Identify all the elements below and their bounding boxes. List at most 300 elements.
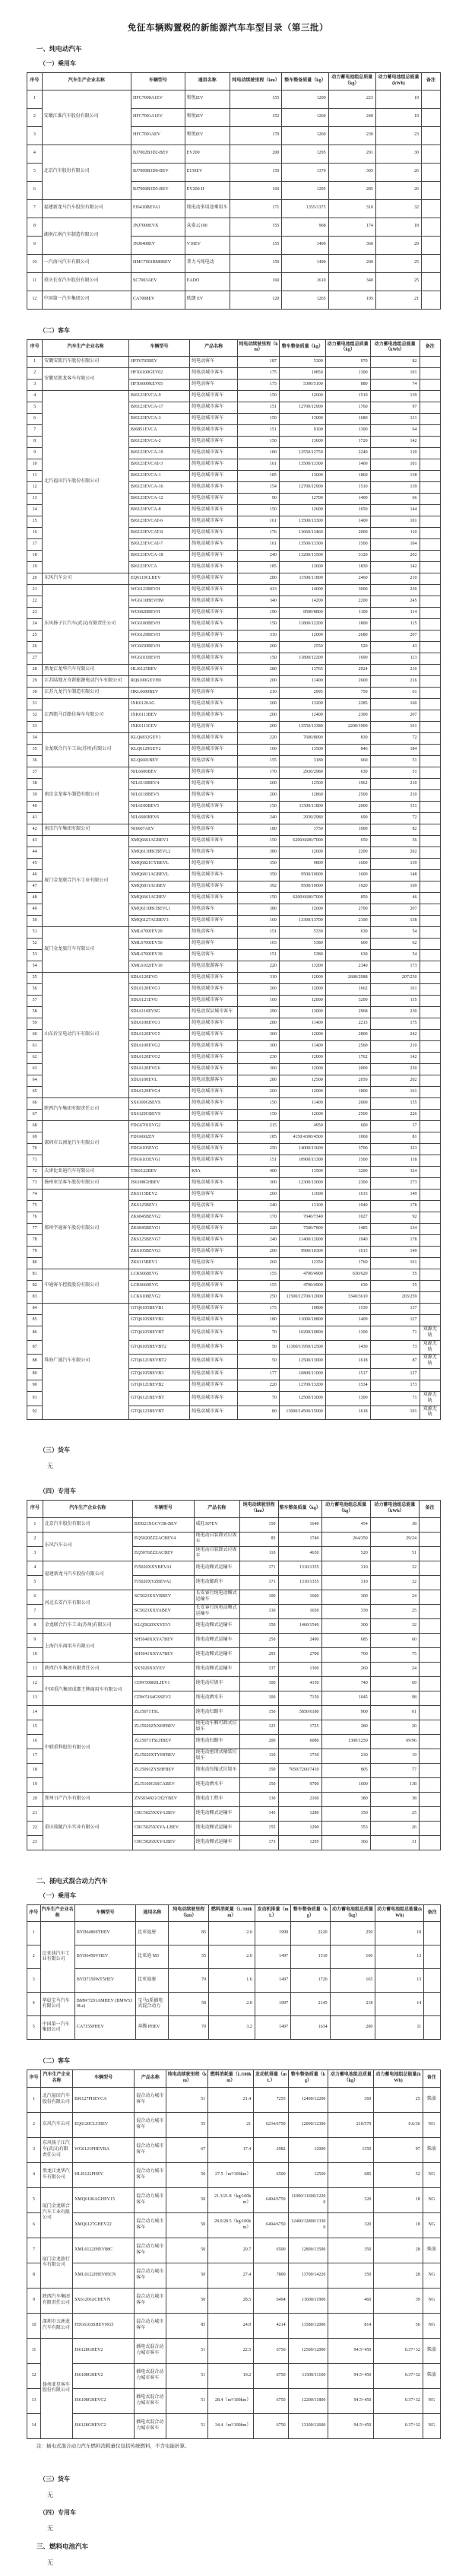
table-cell: 7050/7260/7410 <box>278 1763 321 1777</box>
table-cell: 21.4 <box>208 2087 254 2112</box>
table-cell: 6494/6750 <box>254 2212 288 2238</box>
table-cell <box>420 380 440 391</box>
table-cell: 12000 <box>279 996 325 1007</box>
table-cell: 630 <box>325 1281 370 1292</box>
table-cell: 60 <box>370 1633 419 1647</box>
table-cell: ZLJ5071TSL <box>132 1705 194 1720</box>
column-header: 汽车生产企业名称 <box>40 1904 74 1922</box>
table-row <box>27 1178 441 1190</box>
table-cell: 纯电动厢式运输车 <box>194 1806 239 1821</box>
table-cell: 195 <box>328 291 375 309</box>
subsection-phev-special-heading: （四）专用车 <box>40 2508 76 2516</box>
table-cell: 21.3/21.8（kg/100km） <box>208 2187 254 2212</box>
table-cell: XML6700JEV50 <box>128 939 189 950</box>
table-cell: 137 <box>370 1304 420 1315</box>
table-cell: 240 <box>238 551 280 562</box>
table-cell: SDL6120EVG <box>128 973 189 984</box>
table-cell: 520 <box>321 1546 370 1561</box>
table-cell: 130 <box>239 1604 278 1618</box>
table-cell <box>420 996 440 1007</box>
table-cell: 50 <box>166 2187 208 2212</box>
table-cell: 144 <box>370 505 420 516</box>
table-cell: 150 <box>230 163 282 181</box>
table-cell: 1290 <box>278 1821 321 1835</box>
table-cell <box>420 699 440 710</box>
table-cell: 2220 <box>291 1922 331 1945</box>
table-cell: 134 <box>370 1224 420 1235</box>
table-cell: 86 <box>27 1326 43 1341</box>
table-cell: 纯电动厢式运输车 <box>194 1618 239 1633</box>
table-cell: XMQ6661AGBEV <box>128 893 189 904</box>
table-cell: 67 <box>166 2137 208 2162</box>
column-header: 燃料消耗量（L/100km） <box>208 1904 255 1922</box>
table-cell: 340 <box>238 596 280 608</box>
column-header: 纯电动续驶里程（km） <box>166 2070 208 2088</box>
subsection-ev-bus-heading: （二）客车 <box>40 326 70 334</box>
table-cell: 2600 <box>325 676 370 688</box>
table-cell: 20.7 <box>208 2238 254 2263</box>
table-cell: 110 <box>239 1546 278 1561</box>
table-cell <box>420 904 440 916</box>
table-cell: 13000 <box>279 414 325 425</box>
table-cell: 85 <box>169 1922 209 1945</box>
manufacturer-cell: 安徽江淮汽车股份有限公司 <box>42 90 131 145</box>
table-cell: KLQ5020XXYEV1 <box>132 1618 194 1633</box>
table-cell: 3180 <box>279 756 325 767</box>
table-cell: 纯电动旅游客车 <box>190 1075 238 1087</box>
table-cell: K9A <box>190 1167 238 1178</box>
table-cell: FDG6103SHEVNG5 <box>73 2313 135 2338</box>
table-cell: 2100 <box>325 916 370 927</box>
table-cell: 5330 <box>279 927 325 939</box>
table-cell <box>420 1269 440 1281</box>
manufacturer-cell: 中国重汽集团成都王牌商用车有限公司 <box>43 1676 132 1705</box>
table-cell <box>420 870 440 881</box>
table-cell: 968 <box>282 218 328 236</box>
table-row <box>27 1705 441 1720</box>
table-cell: 13550/13380 <box>279 722 325 733</box>
table-cell: 320 <box>328 2212 374 2238</box>
table-cell: WG6650BEVH <box>128 642 189 653</box>
table-cell: 1634 <box>291 2016 331 2040</box>
table-cell: 纯电动厢式运输车 <box>194 1821 239 1835</box>
manufacturer-cell: 北汽福田汽车股份有限公司 <box>40 2087 72 2112</box>
manufacturer-cell: 湖南江南汽车制造有限公司 <box>42 218 131 254</box>
table-cell: 14000/13600 <box>279 1144 325 1155</box>
table-cell: 12000 <box>279 1064 325 1075</box>
table-cell: 220 <box>238 1224 280 1235</box>
table-cell: HLJ6125BEV <box>128 665 189 676</box>
table-cell: 210 <box>370 790 420 802</box>
table-cell: 285 <box>328 181 375 199</box>
table-cell: 161 <box>238 539 280 551</box>
table-cell <box>420 1201 440 1212</box>
table-cell: 36 <box>27 756 43 767</box>
manufacturer-cell: 南京汽车集团有限公司 <box>43 824 129 836</box>
table-cell: 62 <box>27 1053 43 1064</box>
table-cell: 1485 <box>325 1224 370 1235</box>
table-cell <box>420 1018 440 1030</box>
manufacturer-cell: 扬州亚星客车股份有限公司 <box>43 1178 129 1190</box>
table-cell: 28.4（m³/100km） <box>208 2388 254 2413</box>
table-cell: 202 <box>370 551 420 562</box>
table-cell: 94.5+450 <box>328 2363 374 2388</box>
table-cell: 210 <box>370 665 420 676</box>
table-cell: 310 <box>328 199 375 218</box>
table-cell: CA7008EV <box>131 291 185 309</box>
table-cell: 纯电动城市客车 <box>190 984 238 996</box>
table-cell: CRC5026XXY-LBEV <box>132 1835 194 1850</box>
manufacturer-cell: 安徽安凯汽车股份有限公司 <box>43 357 129 368</box>
data-table <box>27 1904 441 2041</box>
column-header: 备注 <box>423 2070 440 2088</box>
table-cell: 12700/12900 <box>279 482 325 494</box>
table-cell <box>420 471 440 482</box>
table-cell: 850 <box>325 893 370 904</box>
table-cell: 5 <box>27 402 43 414</box>
table-cell: 1940 <box>325 1235 370 1247</box>
table-cell: SH5040XXYA7BEV <box>132 1633 194 1647</box>
phev-truck-empty: 无 <box>47 2491 53 2498</box>
table-cell <box>420 893 440 904</box>
table-cell: 150 <box>239 1618 278 1633</box>
table-cell: 纯电动自装卸式垃圾车 <box>194 1532 239 1546</box>
table-cell <box>420 1224 440 1235</box>
table-cell: 纯电动客车 <box>190 950 238 961</box>
table-cell: 0.37+32 <box>374 2363 423 2388</box>
table-cell: 12 <box>27 291 43 309</box>
table-cell <box>420 368 440 380</box>
table-cell: SC5023XXYABEV <box>132 1604 194 1618</box>
table-cell <box>422 236 441 254</box>
table-cell: 6750 <box>254 2338 288 2363</box>
table-cell <box>420 1190 440 1201</box>
table-cell: 12600 <box>279 505 325 516</box>
table-cell: 178 <box>370 1235 420 1247</box>
table-cell: 8 <box>27 218 43 236</box>
table-cell <box>420 425 440 437</box>
table-cell: 5850/6180 <box>278 1705 321 1720</box>
manufacturer-cell: 东风扬子江汽车(武汉)有限责任公司 <box>40 2137 72 2162</box>
table-cell: 纯电动城市客车 <box>190 482 238 494</box>
table-cell: 纯电动城市客车 <box>190 996 238 1007</box>
table-cell: BJ6123EVCA-8 <box>128 505 189 516</box>
table-cell: XML6102JEV10 <box>128 961 189 973</box>
table-cell: 454 <box>321 1517 370 1532</box>
table-cell: 众泰云100 <box>185 218 230 236</box>
table-cell: 400 <box>238 1167 280 1178</box>
table-cell <box>420 745 440 756</box>
column-header: 动力蓄电池组总质量（kg） <box>330 1904 375 1922</box>
table-cell: 6080 <box>278 1734 321 1749</box>
table-cell: 3700 <box>325 1144 370 1155</box>
table-cell: 50 <box>166 2162 208 2187</box>
table-cell: 5380 <box>279 950 325 961</box>
table-cell: 纯电动城市客车 <box>190 539 238 551</box>
table-cell: 2 <box>27 368 43 380</box>
table-cell: 11600/11900 <box>288 2288 328 2313</box>
table-row <box>27 699 441 710</box>
table-cell: 纯电动城市客车 <box>190 1406 238 1420</box>
table-cell: JXK6113CEV <box>128 722 189 733</box>
table-cell: 纯电动城市客车 <box>190 1212 238 1224</box>
table-cell <box>420 756 440 767</box>
table-cell: 4 <box>27 145 43 163</box>
table-cell: 10900/11300 <box>279 1155 325 1167</box>
table-cell: 双源无轨 <box>420 1391 440 1406</box>
table-cell: 2000 <box>325 802 370 813</box>
table-cell: 98 <box>370 1691 419 1705</box>
table-cell: 8 <box>27 437 43 448</box>
table-cell: 240 <box>238 1235 280 1247</box>
table-cell: 178 <box>370 1201 420 1212</box>
table-cell: WG6110BEVHM <box>128 596 189 608</box>
table-cell: 165 <box>238 939 280 950</box>
table-cell: 1510 <box>291 1945 331 1969</box>
table-cell: 175 <box>238 368 280 380</box>
table-cell: 92 <box>370 1212 420 1224</box>
table-cell: 94.5+450 <box>328 2413 374 2438</box>
table-cell: 4630 <box>278 1546 321 1561</box>
column-header: 发动机排量（mL） <box>254 2070 288 2088</box>
table-cell: 240 <box>238 1201 280 1212</box>
table-cell: 柴油 <box>423 2087 440 2112</box>
table-cell: 75 <box>370 1647 419 1662</box>
table-cell: 11500/12700/12000 <box>279 1292 325 1304</box>
table-cell: BJ6123EVCA-3 <box>128 414 189 425</box>
table-cell: 600 <box>325 939 370 950</box>
table-cell: 310 <box>321 1561 370 1575</box>
table-cell: 12569 <box>288 2162 328 2187</box>
table-cell <box>422 181 441 199</box>
table-cell: 纯电动城市客车 <box>190 1326 238 1341</box>
table-cell: ZLJ5091ZYSHFBEV <box>132 1763 194 1777</box>
table-cell: 纯电动城市客车 <box>190 1281 238 1292</box>
table-row <box>27 2187 441 2212</box>
table-cell: 131 <box>370 414 420 425</box>
manufacturer-cell: 中国第一汽车集团公司 <box>42 291 131 309</box>
table-cell: 51 <box>370 756 420 767</box>
table-cell: 插电式混合动力城市客车 <box>135 2413 166 2438</box>
table-cell: 260 <box>238 1190 280 1201</box>
table-cell: 6750 <box>254 2363 288 2388</box>
table-row <box>27 767 441 779</box>
table-cell <box>424 1969 441 1993</box>
table-cell: 79 <box>27 1247 43 1258</box>
table-cell: 柴油 <box>423 2238 440 2263</box>
table-cell: 1060 <box>325 1132 370 1144</box>
table-cell: 71 <box>370 1391 420 1406</box>
table-cell: 纯电动客车 <box>190 790 238 802</box>
manufacturer-cell: 东风汽车公司 <box>43 1532 132 1561</box>
table-cell: SDL6120EVG1 <box>128 984 189 996</box>
manufacturer-cell: 东风汽车公司 <box>40 2112 72 2137</box>
page-title: 免征车辆购置税的新能源汽车车型目录（第三批） <box>128 24 328 33</box>
table-cell: 25 <box>370 1806 419 1821</box>
table-cell: 64 <box>27 1075 43 1087</box>
table-cell: 26 <box>27 642 43 653</box>
table-cell: 1 <box>27 2087 41 2112</box>
table-cell: ZK6845BEVG2 <box>128 1212 189 1224</box>
manufacturer-cell: 重庆瑞驰汽车实业有限公司 <box>43 1806 132 1850</box>
table-cell <box>420 1380 440 1391</box>
table-cell: 28 <box>27 665 43 676</box>
table-cell: 18 <box>374 2212 423 2238</box>
phev-bus-table <box>27 2069 441 2439</box>
table-cell: 360 <box>328 236 375 254</box>
table-cell: 690 <box>325 813 370 824</box>
table-cell: 230 <box>328 126 375 145</box>
table-cell: 19.2 <box>208 2363 254 2388</box>
table-cell: 1280 <box>278 1806 321 1821</box>
table-cell: 190 <box>238 608 280 619</box>
table-cell: 13600 <box>279 562 325 573</box>
table-cell: 1500 <box>325 539 370 551</box>
table-cell: 160 <box>238 745 280 756</box>
manufacturer-cell: 南京金龙客车制造有限公司 <box>43 767 129 824</box>
table-cell <box>424 2016 441 2040</box>
table-cell: 46 <box>27 870 43 881</box>
table-cell <box>419 1575 440 1590</box>
table-row <box>27 2016 441 2040</box>
table-cell: 纯电动车厢可卸式垃圾车 <box>194 1720 239 1734</box>
table-cell: 151 <box>238 950 280 961</box>
table-cell: 210 <box>370 1041 420 1053</box>
table-cell: BJ7000B3D6-BEV <box>131 163 185 181</box>
table-cell: 6500 <box>254 2238 288 2263</box>
table-cell: 0.37+32 <box>374 2338 423 2363</box>
table-cell: 187 <box>238 357 280 368</box>
table-cell: 630 <box>325 767 370 779</box>
table-cell <box>420 608 440 619</box>
table-cell: 纯电动城市客车 <box>190 676 238 688</box>
table-cell <box>419 1777 440 1792</box>
table-cell: FDG6602EV <box>128 1132 189 1144</box>
table-cell <box>419 1720 440 1734</box>
table-cell <box>420 528 440 539</box>
table-cell: 纯电动城市客车 <box>190 402 238 414</box>
table-cell <box>420 722 440 733</box>
table-cell: 纯电动客车 <box>190 722 238 733</box>
table-row <box>27 272 441 291</box>
ev-passenger-table <box>27 72 441 310</box>
table-cell: 1680 <box>325 414 370 425</box>
table-cell: 161 <box>370 1087 420 1098</box>
table-cell: 173 <box>370 961 420 973</box>
manufacturer-cell: 东风汽车公司 <box>43 573 129 585</box>
table-cell: XML6122JHEV88C <box>73 2238 135 2263</box>
table-cell <box>419 1604 440 1618</box>
table-cell: 混合动力城市客车 <box>135 2212 166 2238</box>
table-cell: 11800/12200 <box>279 619 325 631</box>
table-cell: 1500 <box>325 1155 370 1167</box>
table-cell: 奔腾 PHEV <box>136 2016 169 2040</box>
table-cell: 12700 <box>279 494 325 505</box>
table-cell: 2.0 <box>208 1922 255 1945</box>
table-cell: 11 <box>375 2016 424 2040</box>
table-cell: 柴油 <box>423 2137 440 2162</box>
table-cell: 1740 <box>278 1532 321 1546</box>
table-cell: 12600 <box>279 847 325 859</box>
table-cell: 2200 <box>325 847 370 859</box>
table-row <box>27 291 441 309</box>
table-cell: 0.37+32 <box>374 2388 423 2413</box>
table-cell: 43 <box>27 836 43 847</box>
table-cell: 14200 <box>279 596 325 608</box>
table-cell: 和悦iEV <box>185 126 230 145</box>
table-cell: FJ5020XXYBEVA1 <box>132 1561 194 1575</box>
column-header: 通用名称 <box>185 73 230 91</box>
table-cell: CA7155PHEV <box>74 2016 135 2040</box>
table-cell: 14 <box>27 2413 41 2438</box>
table-cell: 纯电动城市客车 <box>190 494 238 505</box>
table-row <box>27 585 441 596</box>
table-cell: 151 <box>238 1155 280 1167</box>
table-cell: ZLJ5071TSLHBEV <box>132 1734 194 1749</box>
table-cell: 24 <box>370 1662 419 1676</box>
table-cell: 138 <box>370 916 420 927</box>
table-row <box>27 1662 441 1676</box>
table-cell: 170 <box>238 767 280 779</box>
manufacturer-cell: 深圳市五洲龙汽车有限公司 <box>40 2313 72 2338</box>
table-cell <box>422 218 441 236</box>
table-cell: 11000/11600/12200 <box>288 2187 328 2212</box>
table-cell: 11800/12200 <box>279 653 325 665</box>
table-cell: 50 <box>166 2263 208 2288</box>
table-cell: TJK6122BEV <box>128 1167 189 1178</box>
table-cell: NG <box>423 2388 440 2413</box>
table-cell: 160 <box>230 181 282 199</box>
table-cell: 94.5+450 <box>328 2388 374 2413</box>
table-cell: 纯电动厢式运输车 <box>194 1561 239 1575</box>
table-cell: 2240 <box>325 448 370 459</box>
table-cell: 1940 <box>325 1201 370 1212</box>
table-cell <box>419 1821 440 1835</box>
table-cell: 20 <box>27 1792 43 1806</box>
table-cell: 1300 <box>278 1662 321 1676</box>
table-cell: 220 <box>238 1380 280 1391</box>
column-header: 纯电动续驶里程（km） <box>239 1501 278 1518</box>
table-cell: 97 <box>374 2137 423 2162</box>
manufacturer-cell: 江苏九龙汽车制造有限公司 <box>43 688 129 699</box>
manufacturer-cell: 中联重科股份有限公司 <box>43 1705 132 1792</box>
table-row <box>27 665 441 676</box>
table-cell <box>424 1993 441 2016</box>
header-row <box>27 1501 441 1518</box>
table-cell: 101 <box>370 516 420 528</box>
table-cell: 2930/2980 <box>279 813 325 824</box>
table-cell: 202 <box>370 1075 420 1087</box>
table-cell: 混合动力城市客车 <box>135 2238 166 2263</box>
table-cell: 4700/4900 <box>279 1281 325 1292</box>
table-cell: 纯电动城市客车 <box>190 425 238 437</box>
table-cell: 6200/6600/7000 <box>279 893 325 904</box>
table-cell: 20 <box>27 573 43 585</box>
table-cell: NJL6600BEV <box>128 767 189 779</box>
table-cell: 10800/11000 <box>279 1368 325 1380</box>
table-cell <box>420 1064 440 1075</box>
table-cell: 380 <box>321 1792 370 1806</box>
table-cell: 29 <box>375 236 421 254</box>
table-cell: 纯电动城市客车 <box>190 710 238 722</box>
table-cell: 21 <box>375 291 421 309</box>
table-cell: 插电式混合动力城市客车 <box>135 2338 166 2363</box>
table-cell <box>419 1763 440 1777</box>
table-cell: 12500 <box>279 1075 325 1087</box>
table-cell: 14 <box>27 1705 43 1720</box>
table-cell: 12550/12750 <box>279 448 325 459</box>
table-cell: 3 <box>27 1969 41 1993</box>
